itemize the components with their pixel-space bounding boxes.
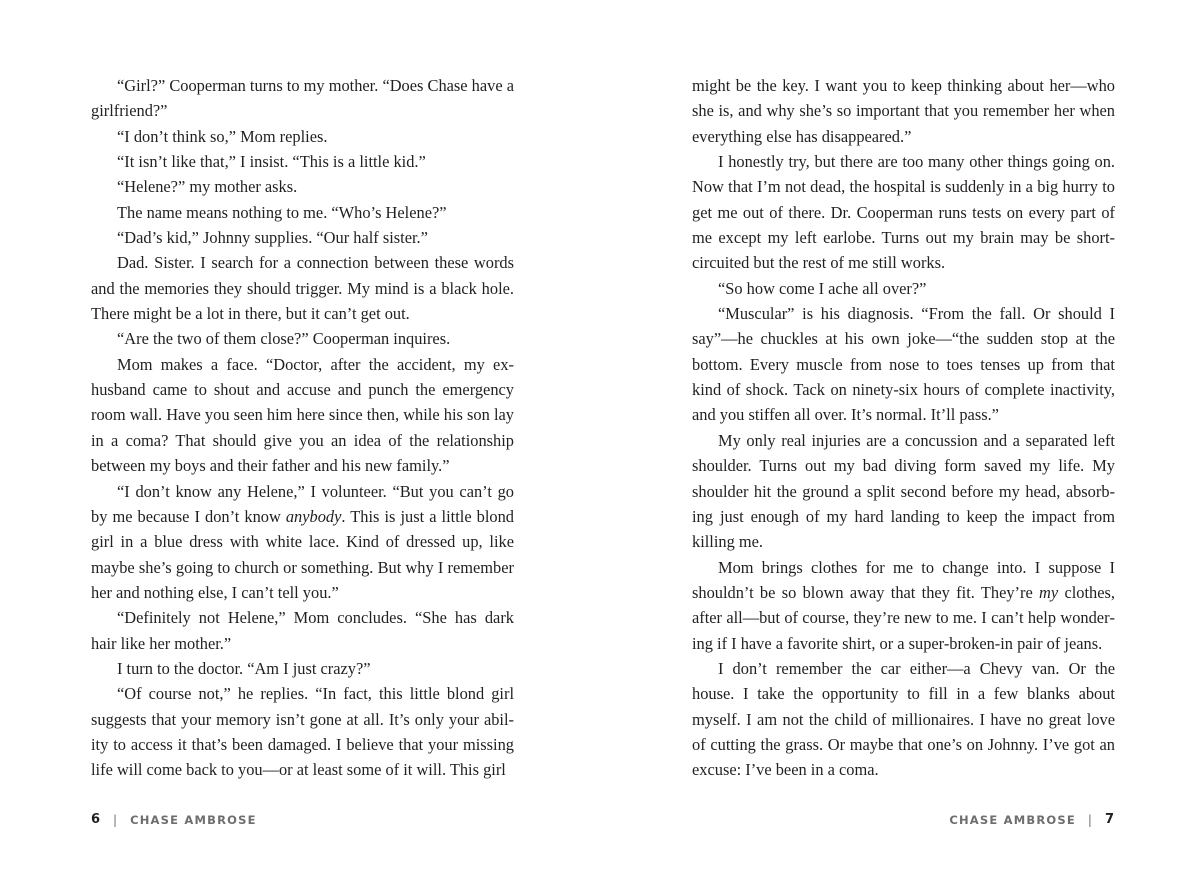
text-run: The name means nothing to me. “Who’s Helene?” <box>117 202 447 222</box>
text-run: “Of course not,” he replies. “In fact, this little blond girl suggests that your memory isn’t gone at all. It’s only your ability to access it that’s been damaged. I believe that your missing life will come back to you—or at least some of it will. This girl <box>91 684 514 780</box>
text-run: “Definitely not Helene,” Mom concludes. “She has dark hair like her mother.” <box>91 608 514 653</box>
footer-separator: | <box>113 812 119 827</box>
text-run: I honestly try, but there are too many other things going on. Now that I’m not dead, the hospital is suddenly in a big hurry to get me out of there. Dr. Cooperman runs tests on every part of me except my left earlobe. Turns out my brain may be short-circuited but the rest of me still works. <box>692 152 1115 273</box>
paragraph <box>91 124 514 149</box>
text-run: Mom makes a face. “Doctor, after the accident, my ex-husband came to shout and accuse and punch the emergency room wall. Have you seen him here since then, while his son lay in a coma? That should give you an idea of the relationship between my boys and their father and his new family.” <box>91 354 514 476</box>
paragraph <box>692 149 1115 276</box>
right-page-text <box>692 73 1115 783</box>
paragraph <box>91 200 514 225</box>
paragraph <box>692 301 1115 428</box>
right-page <box>600 0 1200 872</box>
text-run: My only real injuries are a concussion and a separated left shoulder. Turns out my bad diving form saved my life. My shoulder hit the ground a split second before my head, absorbing just enough of my hard landing to keep the impact from killing me. <box>692 430 1115 552</box>
footer-separator: | <box>1087 812 1093 827</box>
text-run: “Girl?” Cooperman turns to my mother. “Does Chase have a girlfriend?” <box>91 76 514 121</box>
text-run: “Muscular” is his diagnosis. “From the fall. Or should I say”—he chuckles at his own joke—“the sudden stop at the bottom. Every muscle from nose to toes tenses up from that kind of shock. Tack on ninety-six hours of complete inactivity, and you stiffen all over. It’s normal. It’ll pass.” <box>692 304 1115 425</box>
paragraph <box>692 555 1115 656</box>
paragraph <box>91 605 514 656</box>
text-run: Mom brings clothes for me to change into. I suppose I shouldn’t be so blown away that they fit. They’re <box>692 557 1115 602</box>
text-run: “It isn’t like that,” I insist. “This is a little kid.” <box>117 152 426 172</box>
paragraph <box>91 250 514 326</box>
paragraph <box>91 479 514 606</box>
left-page-footer <box>91 812 257 827</box>
paragraph <box>692 73 1115 149</box>
paragraph <box>91 352 514 479</box>
text-run: “Are the two of them close?” Cooperman inquires. <box>117 329 451 349</box>
text-run: Dad. Sister. I search for a connection between these words and the memories they should trigger. My mind is a black hole. There might be a lot in there, but it can’t get out. <box>91 253 514 324</box>
paragraph <box>91 73 514 124</box>
text-run: I don’t remember the car either—a Chevy van. Or the house. I take the opportunity to fill in a few blanks about myself. I am not the child of millionaires. I have no great love of cutting the grass. Or maybe that one’s on Johnny. I’ve got an excuse: I’ve been in a coma. <box>692 658 1115 780</box>
paragraph <box>91 225 514 250</box>
text-run: “I don’t think so,” Mom replies. <box>117 126 328 146</box>
running-head: CHASE AMBROSE <box>949 812 1076 827</box>
emphasis-text: anybody <box>285 506 342 526</box>
page-number: 7 <box>1104 812 1115 827</box>
paragraph <box>692 276 1115 301</box>
text-run: clothes, after all—but of course, they’re new to me. I can’t help wondering if I have a favorite shirt, or a super-broken-in pair of jeans. <box>692 582 1116 653</box>
text-run: “Helene?” my mother asks. <box>117 177 298 197</box>
right-page-footer <box>949 812 1115 827</box>
paragraph <box>91 656 514 681</box>
page-number: 6 <box>91 812 102 827</box>
paragraph <box>91 681 514 782</box>
paragraph <box>91 174 514 199</box>
text-run: “I don’t know any Helene,” I volunteer. “But you can’t go by me because I don’t know <box>91 481 514 526</box>
paragraph <box>692 656 1115 783</box>
left-page-text <box>91 73 514 783</box>
emphasis-text: my <box>1039 582 1059 602</box>
text-run: I turn to the doctor. “Am I just crazy?” <box>117 658 371 678</box>
paragraph <box>91 326 514 351</box>
paragraph <box>91 149 514 174</box>
text-run: “Dad’s kid,” Johnny supplies. “Our half sister.” <box>117 228 428 248</box>
text-run: might be the key. I want you to keep thinking about her—who she is, and why she’s so important that you remember her when everything else has disappeared.” <box>692 76 1115 146</box>
paragraph <box>692 428 1115 555</box>
running-head: CHASE AMBROSE <box>130 812 257 827</box>
text-run: . This is just a little blond girl in a blue dress with white lace. Kind of dressed up, like maybe she’s going to church or something. But why I remember her and nothing else, I can’t tell you.” <box>91 506 514 602</box>
text-run: “So how come I ache all over?” <box>718 278 927 298</box>
